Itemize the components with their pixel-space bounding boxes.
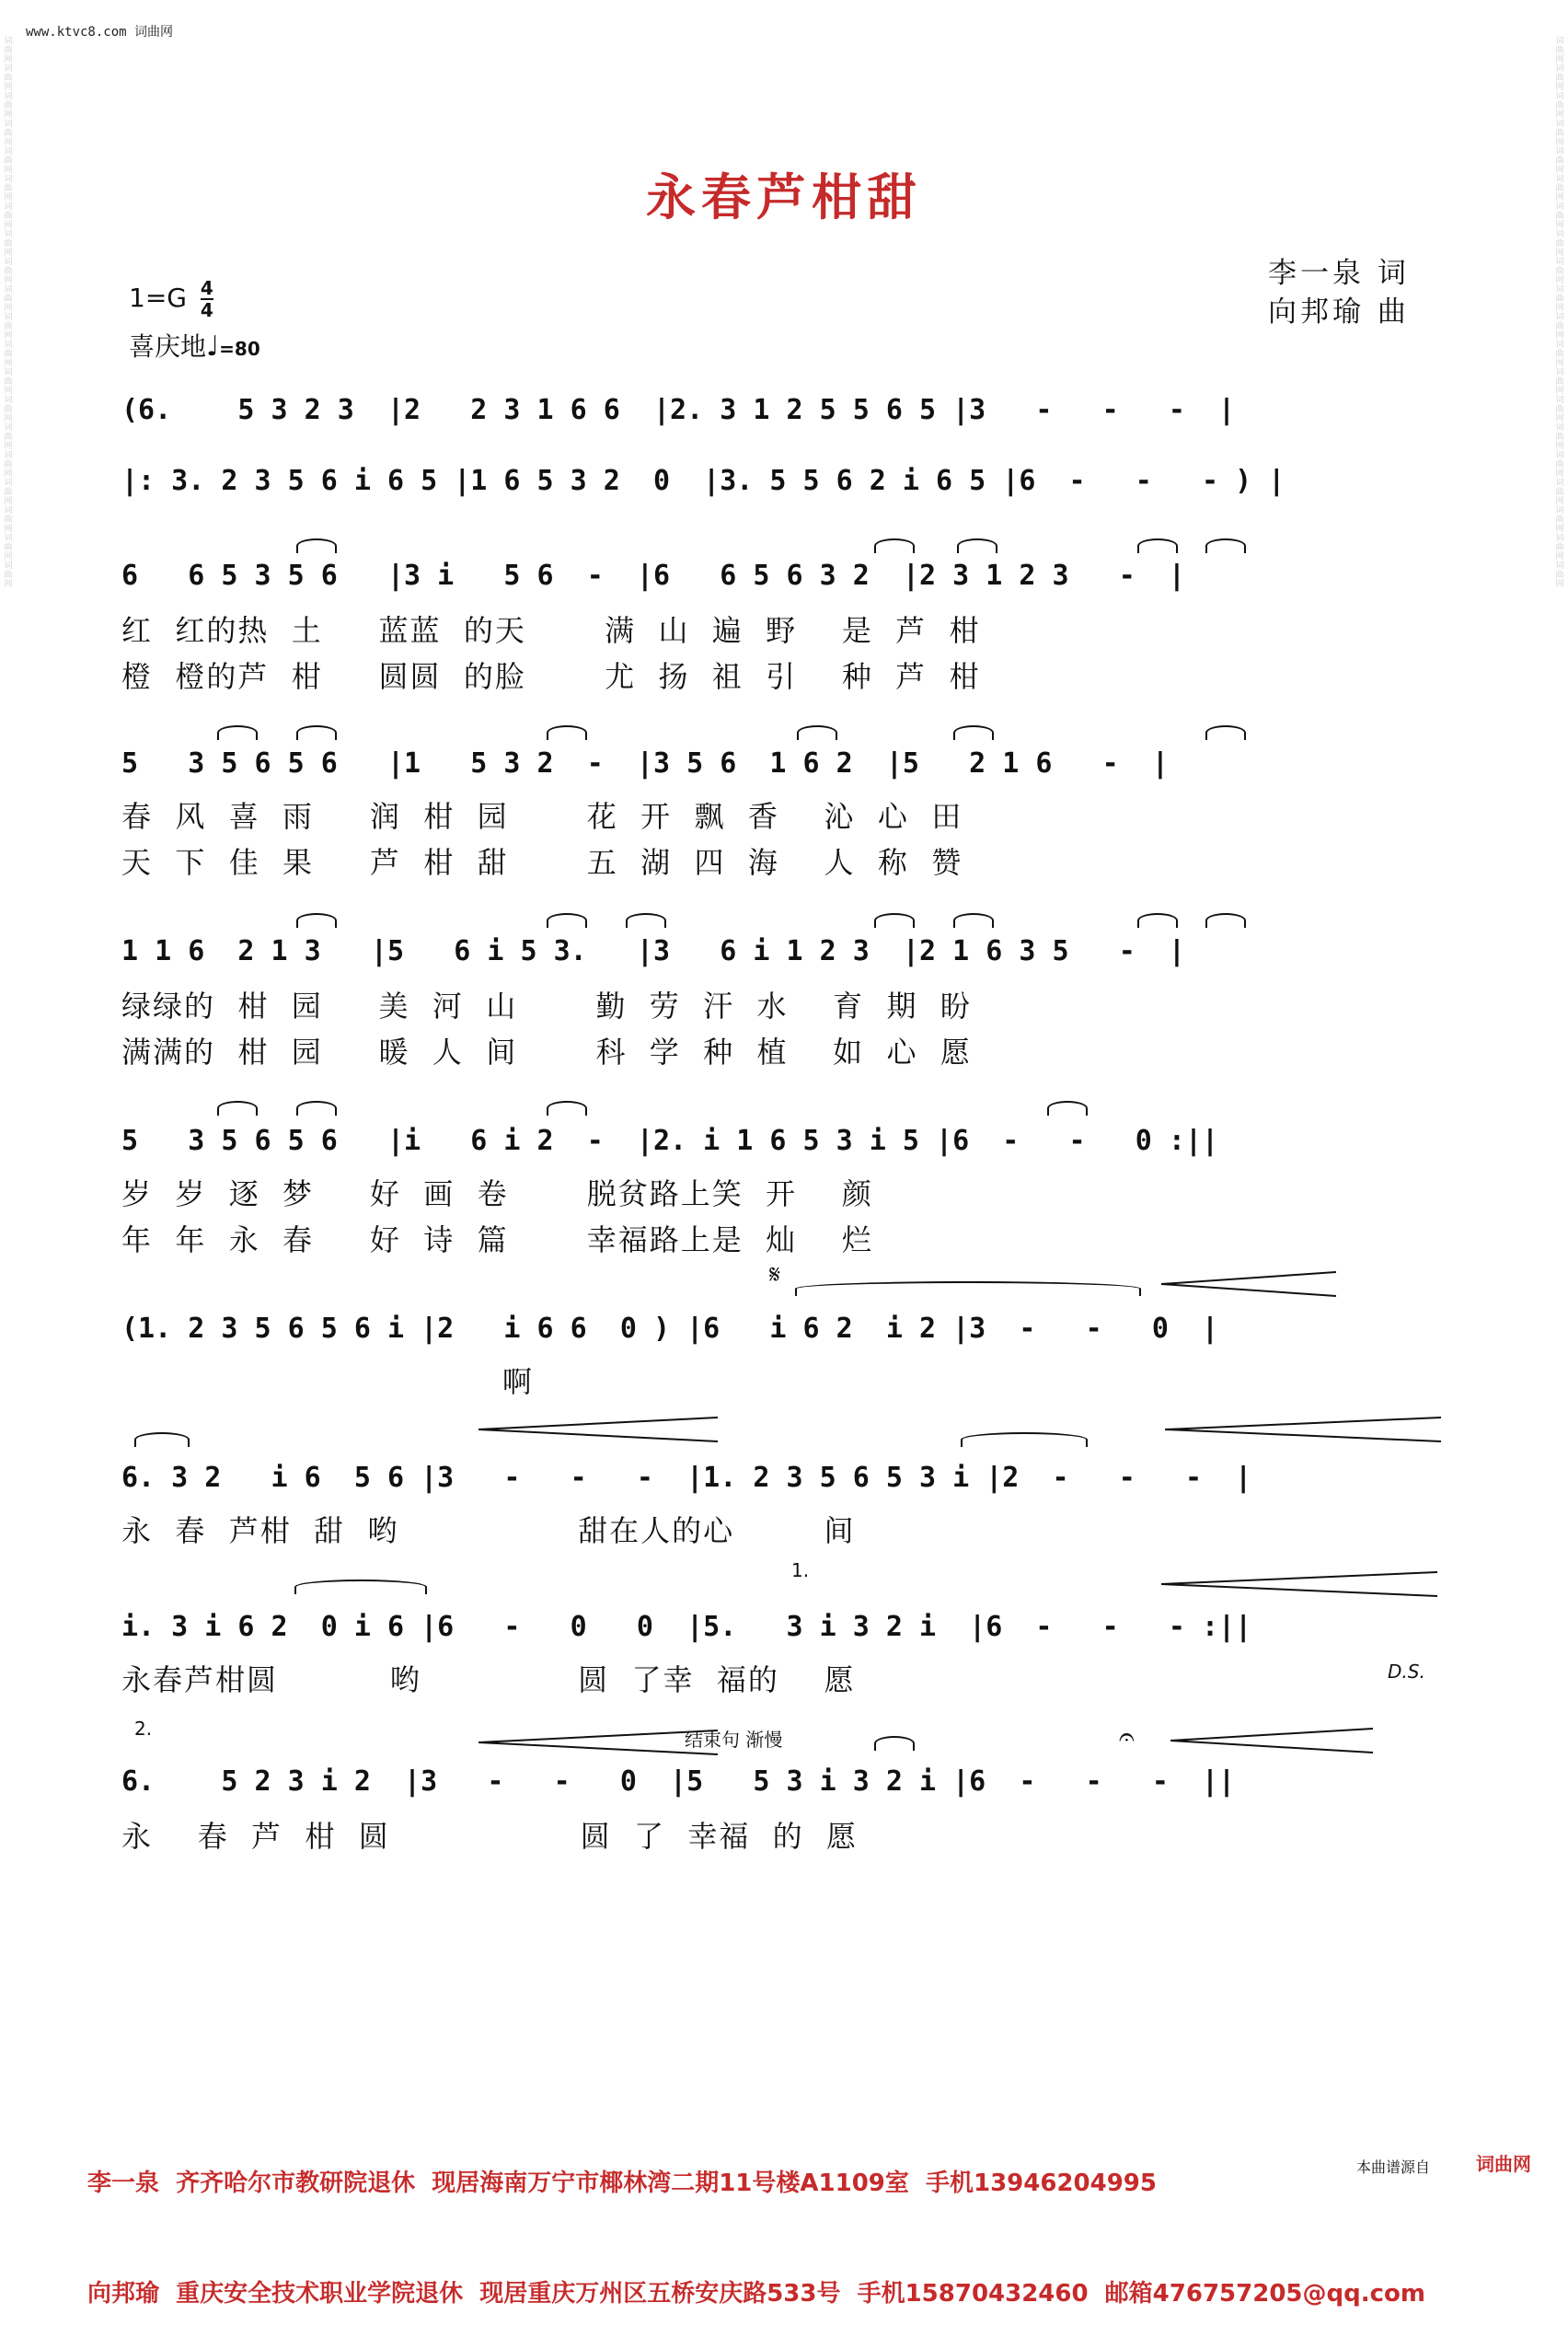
slur: [961, 1432, 1088, 1447]
slur: [874, 1736, 915, 1751]
tempo-word: 喜庆地: [129, 331, 207, 362]
slur: [1205, 538, 1246, 553]
slur: [797, 725, 837, 740]
key-text: 1=G: [129, 283, 187, 313]
lyrics-line-10: 永 春 芦 柑 圆 圆 了 幸福 的 愿: [121, 1819, 859, 1854]
score-line-3: 6 6 5 3 5 6 |3 i 5 6 - |6 6 5 6 3 2 |2 3 1 2 3 - |: [121, 560, 1185, 592]
tempo-marking: [129, 327, 260, 364]
site-logo[interactable]: 词曲网: [1476, 2153, 1531, 2175]
lyrics-line-4a: 春 风 喜 雨 润 柑 园 花 开 飘 香 沁 心 田: [121, 799, 963, 834]
slur: [1205, 913, 1246, 928]
ending-note: 结束句 渐慢: [685, 1729, 783, 1751]
lyricist: 李一泉 词: [1268, 257, 1410, 290]
lyrics-line-7: 啊: [121, 1364, 534, 1399]
volta-1-mark: 1.: [791, 1559, 810, 1581]
side-watermark-right: 词曲网词曲网词曲网词曲网词曲网词曲网词曲网词曲网词曲网词曲网词曲网词曲网词曲网词曲网词曲网词曲网词曲网词曲网词曲网词曲网: [1555, 37, 1564, 589]
decrescendo-hairpin: [1170, 1727, 1373, 1754]
quarter-note-icon: ♩: [206, 330, 220, 363]
slur: [953, 913, 994, 928]
volta-2-mark: 2.: [134, 1718, 153, 1740]
slur: [217, 1101, 258, 1116]
time-bottom: 4: [200, 299, 213, 321]
score-line-10: 6. 5 2 3 i 2 |3 - - 0 |5 5 3 i 3 2 i |6 - - - ||: [121, 1765, 1236, 1798]
score-line-6: 5 3 5 6 5 6 |i 6 i 2 - |2. i 1 6 5 3 i 5 |6 - - 0 :||: [121, 1125, 1219, 1157]
key-signature: [129, 278, 213, 320]
slur: [547, 1101, 587, 1116]
source-note: 本曲谱源自: [1355, 2158, 1430, 2176]
side-watermark-left: 词曲网词曲网词曲网词曲网词曲网词曲网词曲网词曲网词曲网词曲网词曲网词曲网词曲网词曲网词曲网词曲网词曲网词曲网词曲网词曲网: [4, 37, 13, 589]
slur: [1137, 913, 1178, 928]
slur: [217, 725, 258, 740]
slur: [296, 725, 337, 740]
lyrics-line-9: 永春芦柑圆 哟 圆 了幸 福的 愿: [121, 1662, 856, 1697]
song-title: 永春芦柑甜: [646, 168, 922, 226]
score-line-5: 1 1 6 2 1 3 |5 6 i 5 3. |3 6 i 1 2 3 |2 1 6 3 5 - |: [121, 935, 1185, 967]
lyrics-line-5a: 绿绿的 柑 园 美 河 山 勤 劳 汗 水 育 期 盼: [121, 989, 972, 1024]
lyrics-line-6b: 年 年 永 春 好 诗 篇 幸福路上是 灿 烂: [121, 1222, 873, 1257]
slur: [874, 538, 915, 553]
fermata-icon: 𝄐: [1119, 1721, 1135, 1753]
score-line-7: (1. 2 3 5 6 5 6 i |2 i 6 6 0 ) |6 i 6 2 i 2 |3 - - 0 |: [121, 1313, 1219, 1345]
slur: [795, 1281, 1141, 1296]
lyrics-line-6a: 岁 岁 逐 梦 好 画 卷 脱贫路上笑 开 颜: [121, 1176, 873, 1211]
slur: [957, 538, 997, 553]
decrescendo-hairpin: [1161, 1570, 1437, 1598]
time-top: 4: [200, 277, 213, 299]
slur: [874, 913, 915, 928]
slur: [1047, 1101, 1088, 1116]
slur: [547, 913, 587, 928]
site-header: www.ktvc8.com 词曲网: [26, 25, 174, 40]
slur: [296, 913, 337, 928]
decrescendo-hairpin: [478, 1416, 718, 1443]
slur: [1137, 538, 1178, 553]
lyrics-line-8: 永 春 芦柑 甜 哟 甜在人的心 间: [121, 1513, 856, 1548]
credits: [1268, 254, 1410, 331]
decrescendo-hairpin: [1165, 1416, 1441, 1443]
segno-mark: 𝄋: [769, 1259, 781, 1290]
footer-line-lyricist: 李一泉 齐齐哈尔市教研院退休 现居海南万宁市椰林湾二期11号楼A1109室 手机13946204995: [87, 2170, 1157, 2197]
score-line-4: 5 3 5 6 5 6 |1 5 3 2 - |3 5 6 1 6 2 |5 2 1 6 - |: [121, 747, 1169, 780]
time-signature: [201, 278, 213, 320]
footer-info: [87, 2091, 1425, 2349]
ds-mark: D.S.: [1388, 1660, 1425, 1683]
lyrics-line-3b: 橙 橙的芦 柑 圆圆 的脸 尤 扬 祖 引 种 芦 柑: [121, 659, 981, 694]
tempo-bpm: =80: [219, 338, 260, 360]
slur: [294, 1580, 427, 1594]
slur: [547, 725, 587, 740]
slur: [296, 1101, 337, 1116]
score-line-8: 6. 3 2 i 6 5 6 |3 - - - |1. 2 3 5 6 5 3 i |2 - - - |: [121, 1462, 1252, 1494]
composer: 向邦瑜 曲: [1268, 295, 1410, 329]
score-line-9: i. 3 i 6 2 0 i 6 |6 - 0 0 |5. 3 i 3 2 i |6 - - - :||: [121, 1611, 1252, 1643]
slur: [626, 913, 666, 928]
lyrics-line-3a: 红 红的热 土 蓝蓝 的天 满 山 遍 野 是 芦 柑: [121, 613, 981, 648]
slur: [1205, 725, 1246, 740]
score-line-1: (6. 5 3 2 3 |2 2 3 1 6 6 |2. 3 1 2 5 5 6 5 |3 - - - |: [121, 394, 1236, 426]
score-line-2: |: 3. 2 3 5 6 i 6 5 |1 6 5 3 2 0 |3. 5 5 6 2 i 6 5 |6 - - - ) |: [121, 465, 1286, 497]
lyrics-line-4b: 天 下 佳 果 芦 柑 甜 五 湖 四 海 人 称 赞: [121, 845, 963, 880]
decrescendo-hairpin: [1161, 1270, 1336, 1298]
lyrics-line-5b: 满满的 柑 园 暖 人 间 科 学 种 植 如 心 愿: [121, 1035, 972, 1070]
slur: [134, 1432, 190, 1447]
slur: [296, 538, 337, 553]
decrescendo-hairpin: [478, 1729, 718, 1756]
slur: [953, 725, 994, 740]
footer-line-composer: 向邦瑜 重庆安全技术职业学院退休 现居重庆万州区五桥安庆路533号 手机15870432460 邮箱476757205@qq.com: [87, 2280, 1425, 2308]
